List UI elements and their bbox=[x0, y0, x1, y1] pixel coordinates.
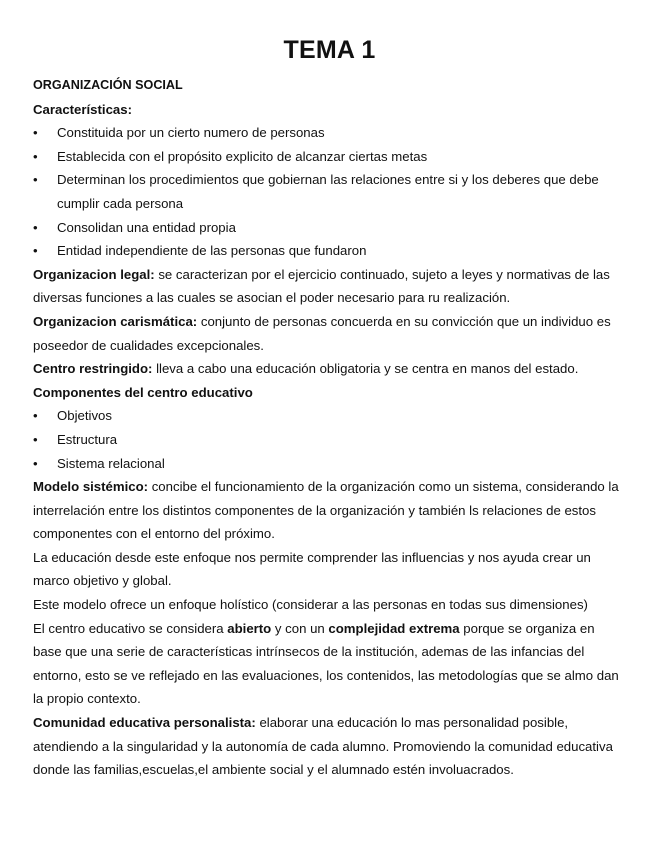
componentes-heading: Componentes del centro educativo bbox=[33, 384, 253, 400]
bullet-icon: • bbox=[33, 148, 38, 164]
list-item: • Establecida con el propósito explicito de alcanzar ciertas metas bbox=[33, 145, 626, 169]
list-item: • Determinan los procedimientos que gobiernan las relaciones entre si y los deberes que debe cumplir cada persona bbox=[33, 168, 626, 215]
list-item: • Estructura bbox=[33, 428, 626, 452]
emphasis-abierto: abierto bbox=[227, 620, 272, 636]
emphasis-complejidad: complejidad extrema bbox=[328, 620, 460, 636]
modelo-sistemico-paragraph: Modelo sistémico: concibe el funcionamiento de la organización como un sistema, considerando la interrelación entre los distintos componentes de la organización y también ls relaciones de estos componentes con el entorno del próximo. bbox=[33, 479, 619, 542]
page-title: TEMA 1 bbox=[283, 36, 376, 64]
bullet-icon: • bbox=[33, 243, 38, 259]
enfoque-paragraph: La educación desde este enfoque nos permite comprender las influencias y nos ayuda crear un marco objetivo y global. bbox=[33, 549, 591, 589]
caracteristicas-list bbox=[33, 121, 626, 263]
list-item: • Sistema relacional bbox=[33, 452, 626, 476]
caracteristicas-heading: Características: bbox=[33, 101, 132, 117]
term-label: Centro restringido: bbox=[33, 361, 153, 377]
term-label: Organizacion carismática: bbox=[33, 313, 198, 329]
bullet-icon: • bbox=[33, 172, 38, 188]
term-label: Modelo sistémico: bbox=[33, 479, 149, 495]
comunidad-personalista-paragraph: Comunidad educativa personalista: elaborar una educación lo mas personalidad posible, atendiendo a la singularidad y la autonomía de cada alumno. Promoviendo la comunidad educativa donde las familias,escuelas,el ambiente social y el alumnado estén involuacrados. bbox=[33, 715, 613, 778]
list-item: • Entidad independiente de las personas que fundaron bbox=[33, 239, 626, 263]
bullet-icon: • bbox=[33, 408, 38, 424]
list-item: • Objetivos bbox=[33, 404, 626, 428]
centro-educativo-paragraph: El centro educativo se considera abierto y con un complejidad extrema porque se organiza en base que una serie de características intrínsecos de la institución, ademas de las infancias del entorno, esto se ve reflejado en las evaluaciones, los contenidos, las metodologías que se almo dan la propio contexto. bbox=[33, 620, 619, 707]
organizacion-carismatica-paragraph: Organizacion carismática: conjunto de personas concuerda en su convicción que un individuo es poseedor de cualidades excepcionales. bbox=[33, 313, 611, 353]
bullet-icon: • bbox=[33, 219, 38, 235]
list-item: • Consolidan una entidad propia bbox=[33, 216, 626, 240]
term-label: Organizacion legal: bbox=[33, 266, 155, 282]
section-heading: ORGANIZACIÓN SOCIAL bbox=[33, 78, 183, 92]
bullet-icon: • bbox=[33, 455, 38, 471]
holistico-paragraph: Este modelo ofrece un enfoque holístico (considerar a las personas en todas sus dimensiones) bbox=[33, 597, 588, 613]
componentes-list bbox=[33, 404, 626, 475]
organizacion-legal-paragraph: Organizacion legal: se caracterizan por el ejercicio continuado, sujeto a leyes y normativas de las diversas funciones a las cuales se asocian el poder necesario para ru realización. bbox=[33, 266, 610, 306]
bullet-icon: • bbox=[33, 125, 38, 141]
term-label: Comunidad educativa personalista: bbox=[33, 715, 256, 731]
list-item: • Constituida por un cierto numero de personas bbox=[33, 121, 626, 145]
bullet-icon: • bbox=[33, 431, 38, 447]
centro-restringido-paragraph: Centro restringido: lleva a cabo una educación obligatoria y se centra en manos del estado. bbox=[33, 361, 579, 377]
